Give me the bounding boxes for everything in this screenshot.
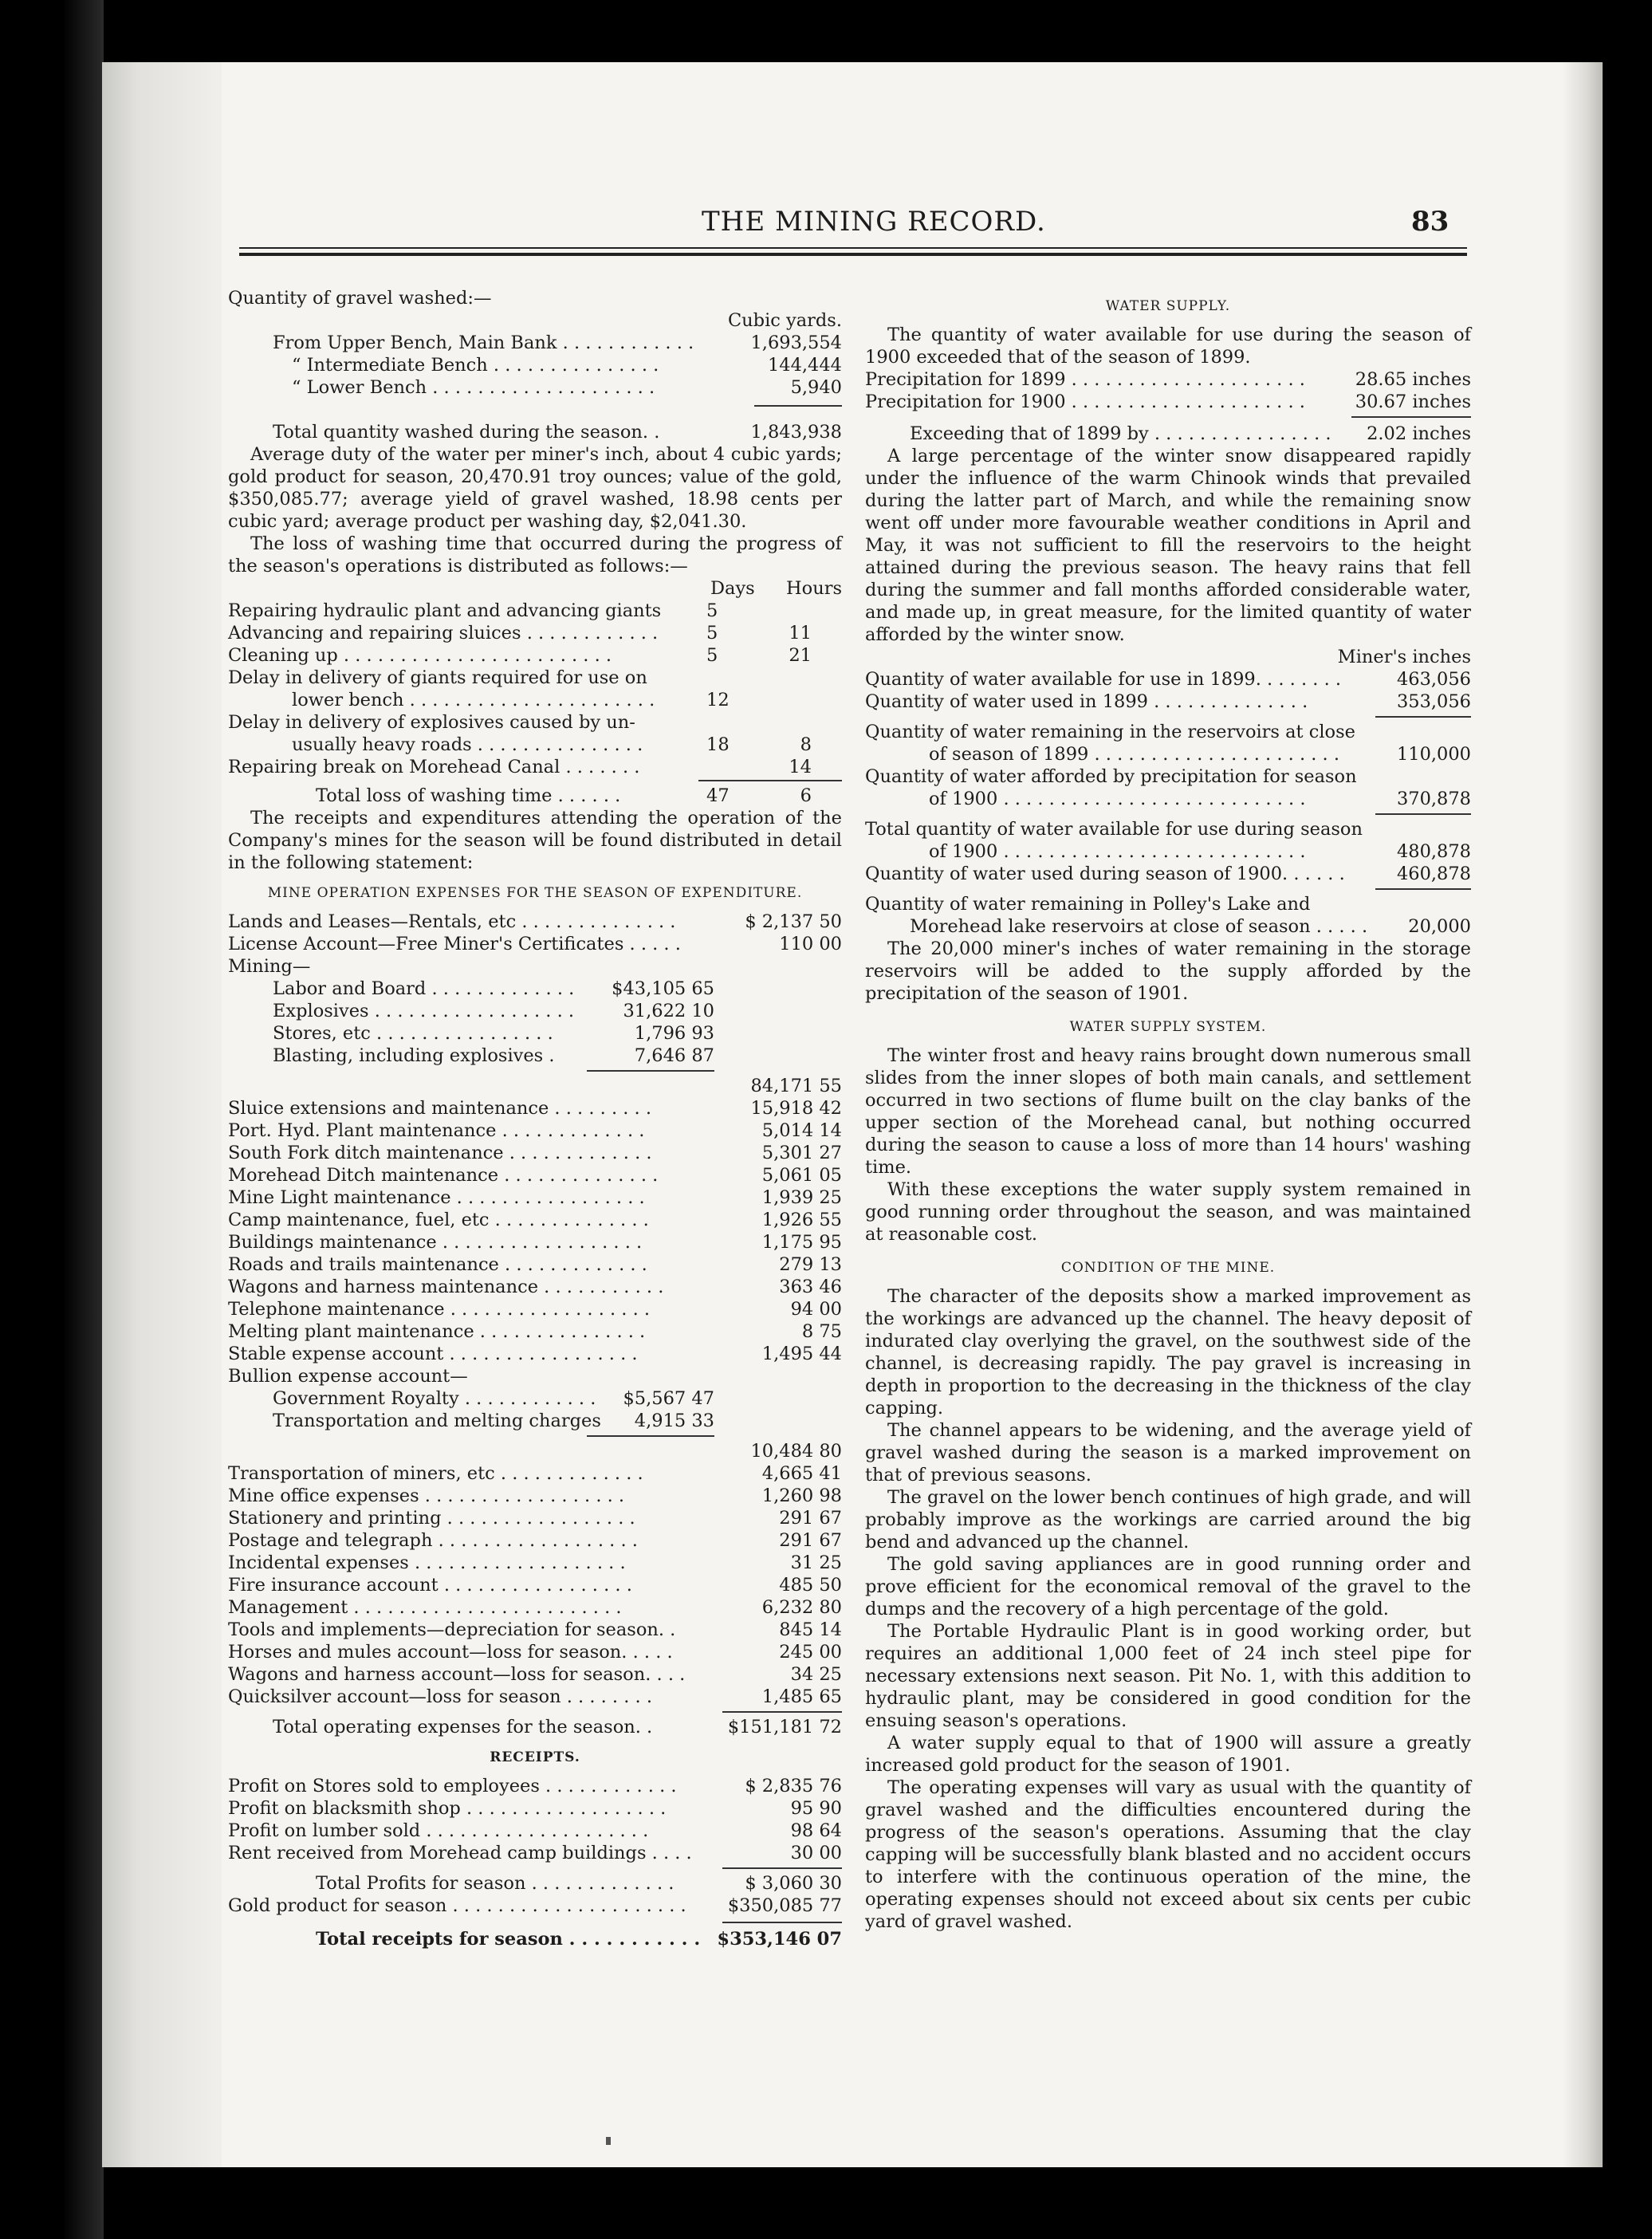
hours-label: Hours <box>786 578 842 599</box>
rule-row <box>228 778 842 785</box>
mining-row-value: 7,646 87 <box>634 1045 714 1066</box>
days-label: Days <box>710 578 755 599</box>
sum-rule <box>722 1922 842 1923</box>
expense-row <box>228 1209 842 1231</box>
gravel-heading: Quantity of gravel washed:— <box>228 288 492 309</box>
receipts-heading: RECEIPTS. <box>490 1749 580 1765</box>
loss-row-hours: 8 <box>800 734 812 755</box>
running-header <box>239 206 1467 262</box>
loss-row-label: Cleaning up . . . . . . . . . . . . . . . . . . . . . . . . <box>228 645 612 666</box>
precip-row <box>865 391 1471 413</box>
expense-row <box>228 1097 842 1120</box>
condition-paragraph: The operating expenses will vary as usual with the quantity of gravel washed and the difficulties encountered during the progress of the season's operations. Assuming that the clay capping will be successfully blank blasted and no accident occurs to interfere with the continuous operation of the mine, the operating expenses should not exceed about six cents per cubic yard of gravel washed. <box>865 1777 1471 1932</box>
loss-row-hours: 14 <box>789 757 812 777</box>
condition-paragraph: The channel appears to be widening, and the average yield of gravel washed during the season is a marked improvement on that of previous seasons. <box>865 1420 1471 1485</box>
receipt-value: $ 2,835 76 <box>745 1776 842 1796</box>
cubic-yards-label: Cubic yards. <box>727 310 842 331</box>
condition-paragraph: The gold saving appliances are in good running order and prove efficient for the economical removal of the gravel to the dumps and the recovery of a high percentage of the gold. <box>865 1554 1471 1619</box>
page-gutter <box>102 62 222 2167</box>
water-paragraph: A large percentage of the winter snow disappeared rapidly under the influence of the warm Chinook winds that prevailed during the latter part of March, and while the remaining snow went off under more favourable weather conditions in April and May, it was not sufficient to fill the reservoirs to the height attained during the previous season. The heavy rains that fell during the summer and fall months afforded considerable water, and made up, in great measure, for the limited quantity of water afforded by the winter snow. <box>865 446 1471 645</box>
expense-value: 1,939 25 <box>761 1187 842 1208</box>
gravel-total-label: Total quantity washed during the season. . <box>273 422 660 443</box>
sum-rule <box>587 1070 714 1072</box>
loss-row <box>228 622 842 644</box>
expense-row <box>228 1641 842 1663</box>
header-rule-thick <box>239 253 1467 256</box>
expenses-heading: MINE OPERATION EXPENSES FOR THE SEASON OF EXPENDITURE. <box>267 885 803 901</box>
expense-label: Morehead Ditch maintenance . . . . . . . . . . . . . . <box>228 1165 659 1186</box>
rule-row <box>228 1432 842 1440</box>
water-row-value: 460,878 <box>1396 864 1471 884</box>
exceeding-value: 2.02 inches <box>1367 423 1471 444</box>
gravel-row-value: 1,693,554 <box>750 333 842 353</box>
mining-row <box>228 1022 842 1045</box>
expense-value: 4,665 41 <box>761 1463 842 1484</box>
gravel-row <box>228 354 842 376</box>
expense-value: 363 46 <box>779 1277 842 1297</box>
gravel-row-value: 144,444 <box>767 355 842 376</box>
water-paragraph: The quantity of water available for use during the season of 1900 exceeded that of the season of 1899. <box>865 325 1471 368</box>
expense-label: Stationery and printing . . . . . . . . . . . . . . . . . <box>228 1508 635 1529</box>
rule-row <box>228 399 842 421</box>
expense-value: 1,926 55 <box>761 1210 842 1230</box>
exceeding-row <box>865 423 1471 445</box>
expense-label: Telephone maintenance . . . . . . . . . . . . . . . . . . <box>228 1299 651 1320</box>
loss-row-label: Repairing hydraulic plant and advancing giants <box>228 600 662 621</box>
sum-rule <box>1375 813 1471 815</box>
sum-rule <box>1351 416 1471 418</box>
water-system-heading: WATER SUPPLY SYSTEM. <box>1069 1019 1267 1035</box>
loss-row-label: Delay in delivery of explosives caused by un- <box>228 712 635 733</box>
rule-row <box>865 810 1471 818</box>
system-paragraph: The winter frost and heavy rains brought down numerous small slides from the inner slopes of both main canals, and settlement occurred in two sections of flume built on the clay banks of the upper section of the Morehead canal, but nothing occurred during the season to cause a loss of more than 14 hours' washing time. <box>865 1045 1471 1178</box>
expense-value: 1,175 95 <box>761 1232 842 1253</box>
loss-row-days: 5 <box>706 600 718 621</box>
expense-label: Buildings maintenance . . . . . . . . . . . . . . . . . . <box>228 1232 643 1253</box>
loss-row-hours: 11 <box>789 623 812 643</box>
water-row-value: 353,056 <box>1396 691 1471 712</box>
expense-row <box>228 1552 842 1574</box>
precip-label: Precipitation for 1900 . . . . . . . . . . . . . . . . . . . . . <box>865 392 1305 412</box>
expense-row <box>228 1529 842 1552</box>
expense-label: Postage and telegraph . . . . . . . . . . . . . . . . . . <box>228 1530 638 1551</box>
expense-label: Melting plant maintenance . . . . . . . . . . . . . . . <box>228 1321 646 1342</box>
water-row <box>865 788 1471 810</box>
loss-total-hours: 6 <box>800 785 812 806</box>
expense-value: 15,918 42 <box>750 1098 842 1119</box>
gold-product <box>228 1895 842 1917</box>
condition-paragraph: The gravel on the lower bench continues of high grade, and will probably improve as the workings are carried around the big bend and advanced up the channel. <box>865 1487 1471 1552</box>
rule-row <box>228 1067 842 1075</box>
operating-total-label: Total operating expenses for the season. . <box>273 1717 653 1737</box>
expense-label: Incidental expenses . . . . . . . . . . . . . . . . . . . <box>228 1552 626 1573</box>
expense-value: 110 00 <box>779 934 842 954</box>
rule-row <box>228 1917 842 1928</box>
expense-value: $ 2,137 50 <box>745 911 842 932</box>
bullion-row-value: 4,915 33 <box>634 1411 714 1431</box>
mining-label: Mining— <box>228 956 311 977</box>
gravel-row <box>228 332 842 354</box>
journal-title: THE MINING RECORD. <box>702 206 1046 238</box>
expense-value: 1,485 65 <box>761 1686 842 1707</box>
loss-row <box>228 667 842 689</box>
expense-row <box>228 1343 842 1365</box>
bullion-label: Bullion expense account— <box>228 1366 468 1387</box>
expense-row <box>228 1574 842 1596</box>
receipt-value: 95 90 <box>790 1798 842 1819</box>
loss-row <box>228 756 842 778</box>
water-paragraph: The 20,000 miner's inches of water remaining in the storage reservoirs will be added to the supply afforded by the precipitation of the season of 1901. <box>865 938 1471 1004</box>
loss-row <box>228 644 842 667</box>
water-row-label: of season of 1899 . . . . . . . . . . . . . . . . . . . . . . <box>929 744 1340 765</box>
rule-row <box>865 713 1471 721</box>
loss-row <box>228 711 842 734</box>
loss-row <box>228 689 842 711</box>
receipt-row <box>228 1797 842 1820</box>
expense-label: Port. Hyd. Plant maintenance . . . . . . . . . . . . . <box>228 1120 645 1141</box>
expense-row <box>228 1619 842 1641</box>
sum-rule <box>587 1435 714 1437</box>
mining-row-label: Stores, etc . . . . . . . . . . . . . . . . <box>273 1023 553 1044</box>
bullion-row-label: Government Royalty . . . . . . . . . . . . <box>273 1388 596 1409</box>
duty-paragraph: Average duty of the water per miner's inch, about 4 cubic yards; gold product for season, 20,470.91 troy ounces; value of the gold, $350,085.77; average yield of gravel washed, 18.98 cents per cubic yard; average product per washing day, $2,041.30. <box>228 444 842 532</box>
water-row-label-line: Quantity of water remaining in Polley's Lake and <box>865 894 1311 915</box>
expense-value: 6,232 80 <box>761 1597 842 1618</box>
sum-rule <box>698 780 842 781</box>
loss-row-label: Advancing and repairing sluices . . . . . . . . . . . . <box>228 623 659 643</box>
sum-rule <box>754 405 842 407</box>
gravel-row-value: 5,940 <box>790 377 842 398</box>
receipt-label: Profit on lumber sold . . . . . . . . . . . . . . . . . . . . <box>228 1820 649 1841</box>
loss-row-label: lower bench . . . . . . . . . . . . . . . . . . . . . . <box>292 690 655 710</box>
book-spine <box>0 0 104 2239</box>
condition-paragraph: A water supply equal to that of 1900 will assure a greatly increased gold product for the season of 1901. <box>865 1733 1471 1776</box>
loss-row-label: usually heavy roads . . . . . . . . . . . . . . . <box>292 734 643 755</box>
sum-rule <box>1375 716 1471 718</box>
exceeding-label: Exceeding that of 1899 by . . . . . . . . . . . . . . . . <box>910 423 1331 444</box>
gold-product-label: Gold product for season . . . . . . . . . . . . . . . . . . . . . <box>228 1895 686 1916</box>
mining-row <box>228 1000 842 1022</box>
loss-row-days: 18 <box>706 734 730 755</box>
mining-row-label: Explosives . . . . . . . . . . . . . . . . . . <box>273 1001 575 1021</box>
expense-value: 1,495 44 <box>761 1344 842 1364</box>
water-row-label: Morehead lake reservoirs at close of season . . . . . <box>910 916 1368 937</box>
loss-row <box>228 734 842 756</box>
miners-inches-label: Miner's inches <box>1337 647 1471 667</box>
gravel-total <box>228 421 842 443</box>
bullion-row-label: Transportation and melting charges <box>273 1411 601 1431</box>
water-row-label-line: Quantity of water afforded by precipitation for season <box>865 766 1357 787</box>
water-row-label: Quantity of water used in 1899 . . . . . . . . . . . . . . <box>865 691 1308 712</box>
receipts-total <box>228 1928 842 1950</box>
expense-value: 845 14 <box>779 1619 842 1640</box>
receipt-label: Rent received from Morehead camp buildings . . . . <box>228 1843 692 1863</box>
cubic-yards-header <box>228 309 842 332</box>
expense-row <box>228 1164 842 1186</box>
expense-row <box>228 1298 842 1320</box>
receipt-row <box>228 1820 842 1842</box>
expense-label: Lands and Leases—Rentals, etc . . . . . . . . . . . . . . <box>228 911 676 932</box>
header-rule-thin <box>239 247 1467 249</box>
operating-total-value: $151,181 72 <box>727 1717 842 1737</box>
bullion-total-value: 10,484 80 <box>750 1441 842 1462</box>
loss-header <box>228 577 842 600</box>
page-mark <box>606 2137 611 2145</box>
expense-row <box>228 1663 842 1686</box>
water-row <box>865 743 1471 765</box>
condition-heading: CONDITION OF THE MINE. <box>1060 1260 1276 1276</box>
water-row-label: Quantity of water used during season of 1900. . . . . . <box>865 864 1345 884</box>
gravel-row <box>228 376 842 399</box>
expense-row <box>228 1253 842 1276</box>
expense-row <box>228 1462 842 1485</box>
expense-value: 31 25 <box>790 1552 842 1573</box>
water-row-value: 463,056 <box>1396 669 1471 690</box>
water-row-value: 110,000 <box>1396 744 1471 765</box>
loss-total <box>228 785 842 807</box>
receipt-label: Profit on blacksmith shop . . . . . . . . . . . . . . . . . . <box>228 1798 667 1819</box>
expense-row <box>228 1320 842 1343</box>
precip-row <box>865 368 1471 391</box>
expense-label: Quicksilver account—loss for season . . . . . . . . <box>228 1686 652 1707</box>
page-edge <box>1563 62 1603 2167</box>
expense-row <box>228 1507 842 1529</box>
profits-total-label: Total Profits for season . . . . . . . . . . . . . <box>316 1873 675 1894</box>
expense-row <box>228 1142 842 1164</box>
miners-inches-header <box>865 646 1471 668</box>
bullion-row <box>228 1410 842 1432</box>
gravel-total-value: 1,843,938 <box>750 422 842 443</box>
sum-rule <box>722 1711 842 1713</box>
expense-label: Sluice extensions and maintenance . . . . . . . . . <box>228 1098 652 1119</box>
bullion-row-value: $5,567 47 <box>623 1388 714 1409</box>
expense-value: 5,061 05 <box>761 1165 842 1186</box>
rule-row <box>228 1708 842 1716</box>
expense-value: 1,260 98 <box>761 1485 842 1506</box>
expense-label: Mine Light maintenance . . . . . . . . . . . . . . . . . <box>228 1187 645 1208</box>
receipt-value: 98 64 <box>790 1820 842 1841</box>
expense-value: 245 00 <box>779 1642 842 1663</box>
expense-row <box>228 1686 842 1708</box>
expense-label: Horses and mules account—loss for season. . . . . <box>228 1642 673 1663</box>
mining-row <box>228 1045 842 1067</box>
expense-row <box>228 933 842 955</box>
expense-row <box>228 1276 842 1298</box>
expense-row <box>228 1596 842 1619</box>
profits-total-value: $ 3,060 30 <box>745 1873 842 1894</box>
expense-row <box>228 911 842 933</box>
loss-paragraph: The loss of washing time that occurred during the progress of the season's operations is distributed as follows:— <box>228 533 842 576</box>
mining-total-value: 84,171 55 <box>750 1076 842 1096</box>
right-column <box>865 287 1471 1933</box>
expense-label: Mine office expenses . . . . . . . . . . . . . . . . . . <box>228 1485 625 1506</box>
expense-label: Fire insurance account . . . . . . . . . . . . . . . . . <box>228 1575 632 1596</box>
expense-label: Camp maintenance, fuel, etc . . . . . . . . . . . . . . <box>228 1210 649 1230</box>
receipts-intro-paragraph: The receipts and expenditures attending the operation of the Company's mines for the season will be found distributed in detail in the following statement: <box>228 808 842 873</box>
page-number: 83 <box>1411 206 1449 238</box>
condition-paragraph: The Portable Hydraulic Plant is in good working order, but requires an additional 1,000 feet of 24 inch steel pipe for necessary extensions next season. Pit No. 1, with this addition to hydraulic plant, may be considered in good condition for the ensuing season's operations. <box>865 1621 1471 1731</box>
expense-value: 485 50 <box>779 1575 842 1596</box>
profits-total <box>228 1872 842 1895</box>
bullion-row <box>228 1387 842 1410</box>
expense-value: 291 67 <box>779 1508 842 1529</box>
loss-row-days: 5 <box>706 645 718 666</box>
expense-label: Transportation of miners, etc . . . . . . . . . . . . . <box>228 1463 643 1484</box>
precip-value: 28.65 inches <box>1355 369 1471 390</box>
rule-row <box>865 413 1471 423</box>
expense-label: License Account—Free Miner's Certificates . . . . . <box>228 934 681 954</box>
water-row <box>865 863 1471 885</box>
receipt-value: 30 00 <box>790 1843 842 1863</box>
water-row <box>865 668 1471 691</box>
mining-row-value: $43,105 65 <box>612 978 714 999</box>
mining-row <box>228 978 842 1000</box>
expense-value: 5,301 27 <box>761 1143 842 1163</box>
water-row-label-line: Total quantity of water available for use during season <box>865 819 1363 840</box>
expense-label: Management . . . . . . . . . . . . . . . . . . . . . . . . <box>228 1597 622 1618</box>
gravel-row-label: From Upper Bench, Main Bank . . . . . . . . . . . . <box>273 333 694 353</box>
sum-rule <box>722 1867 842 1869</box>
loss-row <box>228 600 842 622</box>
expense-value: 5,014 14 <box>761 1120 842 1141</box>
expense-value: 279 13 <box>779 1254 842 1275</box>
expense-value: 34 25 <box>790 1664 842 1685</box>
expense-row <box>228 1485 842 1507</box>
loss-row-label: Repairing break on Morehead Canal . . . . . . . <box>228 757 640 777</box>
precip-label: Precipitation for 1899 . . . . . . . . . . . . . . . . . . . . . <box>865 369 1305 390</box>
gravel-row-label: “ Intermediate Bench . . . . . . . . . . . . . . . <box>292 355 659 376</box>
expense-value: 8 75 <box>801 1321 842 1342</box>
mining-row-value: 31,622 10 <box>623 1001 714 1021</box>
mining-row-label: Blasting, including explosives . <box>273 1045 555 1066</box>
loss-total-label: Total loss of washing time . . . . . . <box>316 785 621 806</box>
loss-row-hours: 21 <box>789 645 812 666</box>
expense-label: South Fork ditch maintenance . . . . . . . . . . . . . <box>228 1143 652 1163</box>
water-row-label-line: Quantity of water remaining in the reservoirs at close <box>865 722 1355 742</box>
loss-row-days: 5 <box>706 623 718 643</box>
rule-row <box>865 885 1471 893</box>
expense-value: 291 67 <box>779 1530 842 1551</box>
loss-row-days: 12 <box>706 690 730 710</box>
expense-label: Roads and trails maintenance . . . . . . . . . . . . . <box>228 1254 647 1275</box>
water-row <box>865 840 1471 863</box>
mining-total <box>228 1075 842 1097</box>
water-row <box>865 691 1471 713</box>
operating-total <box>228 1716 842 1738</box>
water-row-label: Quantity of water available for use in 1899. . . . . . . . <box>865 669 1342 690</box>
expense-row <box>228 1186 842 1209</box>
expense-label: Tools and implements—depreciation for season. . <box>228 1619 676 1640</box>
water-row-label: of 1900 . . . . . . . . . . . . . . . . . . . . . . . . . . . <box>929 789 1306 809</box>
receipts-total-label: Total receipts for season . . . . . . . . . . . <box>316 1929 701 1950</box>
expense-label: Stable expense account . . . . . . . . . . . . . . . . . <box>228 1344 638 1364</box>
precip-value: 30.67 inches <box>1355 392 1471 412</box>
loss-total-days: 47 <box>706 785 730 806</box>
water-supply-heading: WATER SUPPLY. <box>1105 298 1231 314</box>
receipts-total-value: $353,146 07 <box>717 1929 842 1950</box>
mining-row-value: 1,796 93 <box>634 1023 714 1044</box>
loss-row-label: Delay in delivery of giants required for use on <box>228 667 647 688</box>
left-column <box>228 287 842 1950</box>
receipt-label: Profit on Stores sold to employees . . . . . . . . . . . . <box>228 1776 677 1796</box>
system-paragraph: With these exceptions the water supply system remained in good running order throughout the season, and was maintained at reasonable cost. <box>865 1179 1471 1245</box>
sum-rule <box>1375 888 1471 890</box>
expense-row <box>228 1120 842 1142</box>
rule-row <box>228 1864 842 1872</box>
expense-value: 94 00 <box>790 1299 842 1320</box>
receipt-row <box>228 1775 842 1797</box>
condition-paragraph: The character of the deposits show a marked improvement as the workings are advanced up the channel. The heavy deposit of indurated clay overlying the gravel, on the southwest side of the channel, is decreasing rapidly. The pay gravel is increasing in depth in proportion to the decreasing in the thickness of the clay capping. <box>865 1286 1471 1419</box>
bullion-total <box>228 1440 842 1462</box>
gravel-row-label: “ Lower Bench . . . . . . . . . . . . . . . . . . . . <box>292 377 655 398</box>
expense-label: Wagons and harness maintenance . . . . . . . . . . . <box>228 1277 664 1297</box>
water-row-value: 370,878 <box>1396 789 1471 809</box>
expense-row <box>228 1231 842 1253</box>
water-row-value: 480,878 <box>1396 841 1471 862</box>
water-row-label: of 1900 . . . . . . . . . . . . . . . . . . . . . . . . . . . <box>929 841 1306 862</box>
mining-row-label: Labor and Board . . . . . . . . . . . . . <box>273 978 575 999</box>
water-row <box>865 915 1471 938</box>
water-row-value: 20,000 <box>1408 916 1471 937</box>
receipt-row <box>228 1842 842 1864</box>
expense-label: Wagons and harness account—loss for season. . . . <box>228 1664 686 1685</box>
gold-product-value: $350,085 77 <box>727 1895 842 1916</box>
